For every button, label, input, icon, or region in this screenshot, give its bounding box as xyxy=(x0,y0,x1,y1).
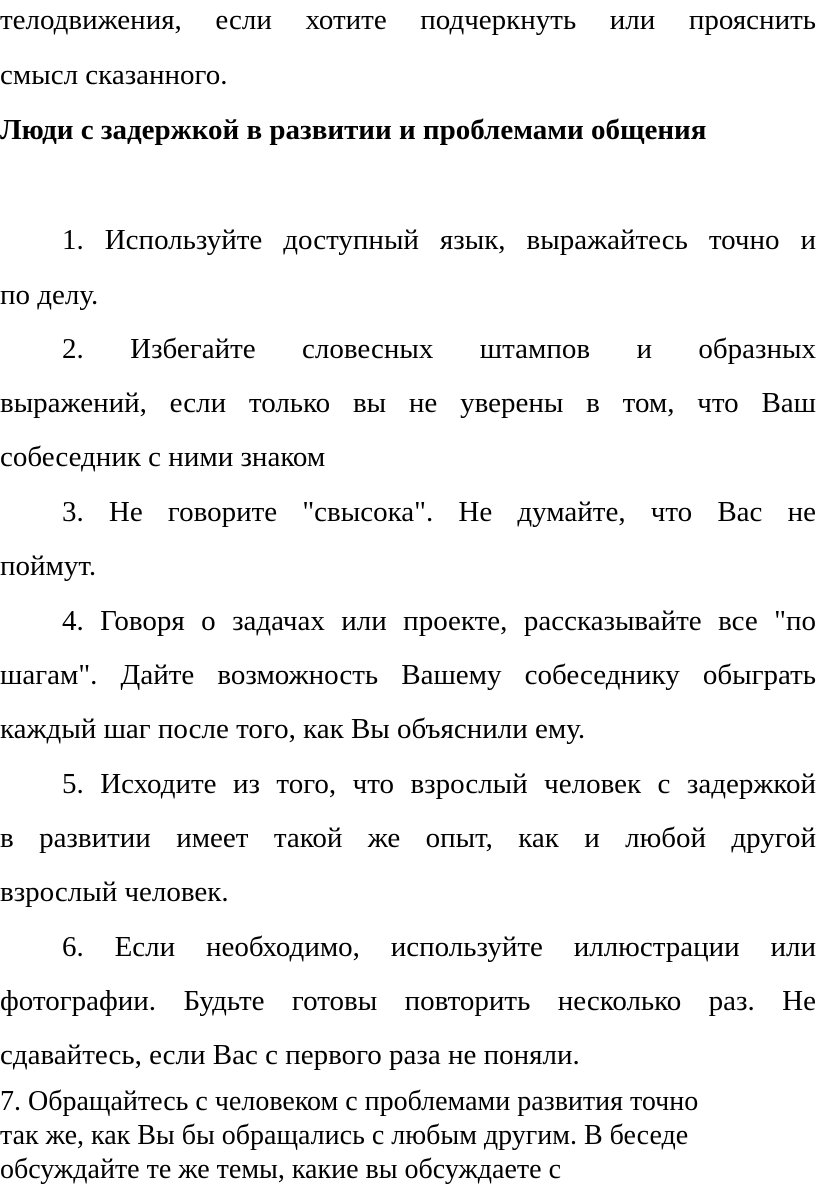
list-item-5-line-3: взрослый человек. xyxy=(0,876,229,908)
list-item-3-line-2: поймут. xyxy=(0,550,97,582)
list-item-7-line-2: так же, как Вы бы обращались с любым другим. В беседе xyxy=(0,1120,689,1151)
intro-line-1: телодвижения, если хотите подчеркнуть или прояснить xyxy=(0,4,816,36)
list-item-2-line-1: 2. Избегайте словесных штампов и образных xyxy=(62,333,816,365)
list-item-6-line-2: фотографии. Будьте готовы повторить несколько раз. Не xyxy=(0,985,816,1017)
list-item-6-line-1: 6. Если необходимо, используйте иллюстрации или xyxy=(62,931,816,963)
list-item-5-line-2: в развитии имеет такой же опыт, как и любой другой xyxy=(0,822,816,854)
list-item-5-line-1: 5. Исходите из того, что взрослый человек с задержкой xyxy=(62,768,816,800)
list-item-4-line-2: шагам". Дайте возможность Вашему собеседнику обыграть xyxy=(0,659,816,691)
list-item-4-line-1: 4. Говоря о задачах или проекте, рассказывайте все "по xyxy=(62,605,816,637)
list-item-2-line-3: собеседник с ними знаком xyxy=(0,441,326,473)
list-item-1-line-1: 1. Используйте доступный язык, выражайтесь точно и xyxy=(62,224,816,256)
list-item-7-line-3: обсуждайте те же темы, какие вы обсуждаете с xyxy=(0,1154,561,1185)
list-item-6-line-3: сдавайтесь, если Вас с первого раза не поняли. xyxy=(0,1039,580,1071)
intro-line-2: смысл сказанного. xyxy=(0,59,228,91)
list-item-7-line-1: 7. Обращайтесь с человеком с проблемами развития точно xyxy=(0,1086,699,1117)
section-heading: Люди с задержкой в развитии и проблемами общения xyxy=(0,114,707,146)
list-item-2-line-2: выражений, если только вы не уверены в том, что Ваш xyxy=(0,387,816,419)
list-item-1-line-2: по делу. xyxy=(0,279,99,311)
list-item-3-line-1: 3. Не говорите "свысока". Не думайте, что Вас не xyxy=(62,496,816,528)
list-item-4-line-3: каждый шаг после того, как Вы объяснили ему. xyxy=(0,713,586,745)
